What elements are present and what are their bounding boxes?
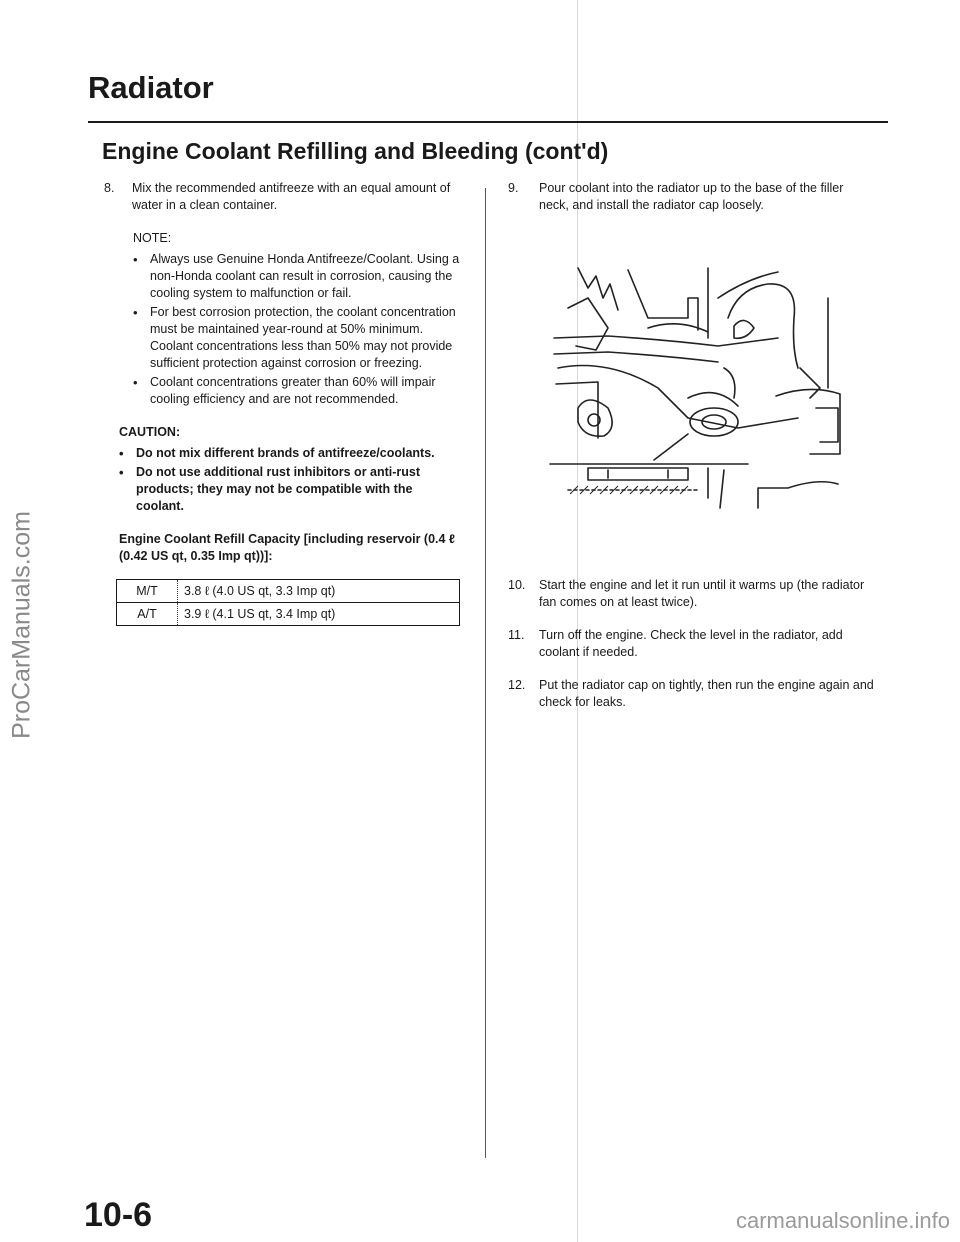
step-number: 9. [508,181,519,195]
lower-hose [758,482,838,508]
caution-block [119,424,460,515]
page-number: 10-6 [84,1196,153,1234]
note-label: NOTE: [133,231,172,245]
filler-neck [690,408,738,436]
reservoir-outline [776,389,840,454]
bottom-watermark: carmanualsonline.info [735,1208,950,1233]
step-number: 10. [508,578,526,592]
capacity-table [116,579,460,626]
step-text: Put the radiator cap on tightly, then run the engine again and check for leaks. [539,678,874,709]
column-divider [485,188,486,1158]
note-item: • For best corrosion protection, the coolant concentration must be maintained year-round at 50% minimum. Coolant concentrations less than 50% may not provide sufficient protection against corrosion or freezing. [133,304,460,372]
note-list [133,251,460,408]
hand-outline [728,284,798,368]
note-item: • Coolant concentrations greater than 60% will impair cooling efficiency and are not recommended. [133,374,460,408]
caution-list [119,445,460,515]
step-number: 12. [508,678,526,692]
step-12 [508,677,876,711]
coolant-stream [724,368,735,398]
radiator-body-line [558,366,798,429]
radiator-side [556,382,598,438]
support-bracket [588,468,688,480]
filler-neck-top [688,393,738,406]
capacity-title: Engine Coolant Refill Capacity [including reservoir (0.4 ℓ (0.42 US qt, 0.35 Imp qt))]: [119,532,456,563]
step-11 [508,627,876,661]
finger-outline [800,368,820,398]
caution-item: • Do not mix different brands of antifreeze/coolants. [119,445,460,462]
radiator-upper-tank [554,352,718,362]
sub-title: Engine Coolant Refilling and Bleeding (cont'd) [102,138,609,164]
fitting-outline [578,400,612,436]
step-text: Turn off the engine. Check the level in the radiator, add coolant if needed. [539,628,843,659]
transmission-cell: M/T [117,580,178,603]
reservoir-inner [816,408,838,442]
step-number: 8. [104,181,115,195]
section-title: Radiator [88,70,214,105]
step-text: Pour coolant into the radiator up to the base of the filler neck, and install the radiator cap loosely. [539,181,844,212]
step-text: Start the engine and let it run until it warms up (the radiator fan comes on at least twice). [539,578,865,609]
hose-top [648,324,708,332]
title-rule [88,121,888,123]
note-block [133,230,460,408]
engine-housing [628,270,698,330]
step-8 [104,180,460,214]
step-10 [508,577,876,611]
right-column [508,180,876,230]
pointer-line [654,434,688,460]
step-text: Mix the recommended antifreeze with an equal amount of water in a clean container. [132,181,451,212]
lower-pipe [708,468,724,508]
step-number: 11. [508,628,525,642]
caution-label: CAUTION: [119,425,181,439]
side-watermark-text: ProCarManuals.com [7,511,36,739]
arm-outline [718,272,778,298]
note-item: • Always use Genuine Honda Antifreeze/Coolant. Using a non-Honda coolant can result in corrosion, causing the cooling system to malfunction or fail. [133,251,460,302]
caution-item: • Do not use additional rust inhibitors or anti-rust products; they may not be compatible with the coolant. [119,464,460,515]
engine-bracket [568,298,608,350]
transmission-cell: A/T [117,603,178,626]
left-column [104,180,460,626]
right-column-lower [508,577,876,727]
hatch-detail [578,268,618,310]
side-watermark [2,470,42,780]
thumb-outline [734,320,754,338]
radiator-filler-illustration [548,258,858,522]
table-row [117,603,460,626]
capacity-cell: 3.8 ℓ (4.0 US qt, 3.3 Imp qt) [178,580,460,603]
step-9 [508,180,876,214]
bracket-holes [608,470,668,478]
capacity-cell: 3.9 ℓ (4.1 US qt, 3.4 Imp qt) [178,603,460,626]
table-row [117,580,460,603]
